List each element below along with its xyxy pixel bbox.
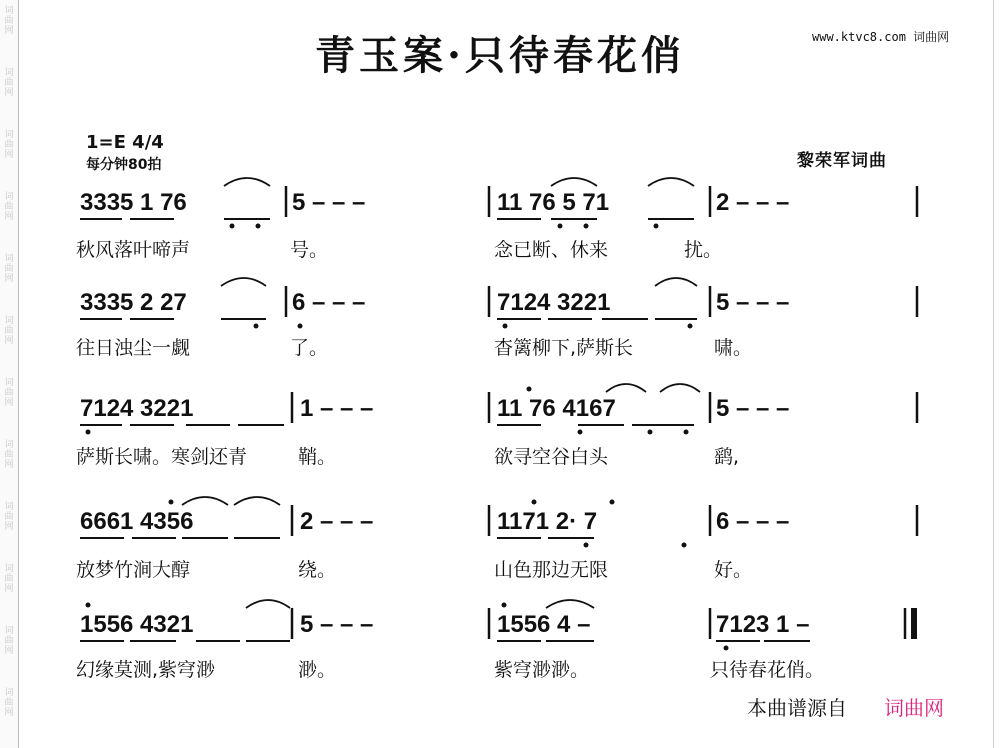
octave-dot (648, 430, 653, 435)
octave-dot (502, 603, 507, 608)
site-label: www.ktvc8.com 词曲网 (812, 30, 950, 44)
lyric-segment: 号。 (290, 239, 329, 261)
octave-dot (532, 500, 537, 505)
watermark-text: 词 曲 网 (4, 68, 14, 98)
watermark-text: 词 曲 网 (4, 502, 14, 532)
watermark-text: 词 曲 网 (4, 316, 14, 346)
notes-segment: 1556 4321 (80, 611, 194, 638)
slur (546, 600, 594, 608)
author-credit: 黎荣军词曲 (797, 151, 887, 171)
lyric-segment: 扰。 (684, 239, 723, 261)
watermark-text: 词 曲 网 (4, 192, 14, 222)
slur (246, 600, 290, 608)
notes-segment: 2 – – – (716, 189, 790, 216)
page-title: 青玉案·只待春花俏 (315, 32, 685, 79)
lyric-segment: 绕。 (298, 559, 337, 581)
slur (234, 497, 280, 505)
slur (221, 278, 266, 286)
notes-segment: 5 – – – (716, 395, 790, 422)
notes-segment: 7124 3221 (80, 395, 194, 422)
octave-dot (527, 387, 532, 392)
lyric-segment: 秋风落叶啼声 (76, 239, 191, 261)
watermark-text: 词 曲 网 (4, 254, 14, 284)
octave-dot (654, 224, 659, 229)
octave-dot (684, 430, 689, 435)
octave-dot (724, 646, 729, 651)
lyric-segment: 鞘。 (298, 446, 337, 468)
notes-segment: 1556 4 – (497, 611, 591, 638)
watermark-text: 词 曲 网 (4, 6, 14, 36)
octave-dot (558, 224, 563, 229)
lyric-segment: 欲寻空谷白头 (494, 446, 609, 468)
watermark-text: 词 曲 网 (4, 440, 14, 470)
octave-dot (86, 430, 91, 435)
octave-dot (230, 224, 235, 229)
lyric-segment: 啸。 (714, 337, 753, 359)
octave-dot (584, 543, 589, 548)
octave-dot (688, 324, 693, 329)
notes-segment: 7123 1 – (716, 611, 810, 638)
lyric-segment: 幻缘莫测,紫穹渺 (76, 659, 216, 681)
watermark-text: 词 曲 网 (4, 378, 14, 408)
lyric-segment: 渺。 (298, 659, 337, 681)
notes-segment: 11 76 4167 (497, 395, 616, 422)
slur (224, 178, 270, 186)
lyric-segment: 紫穹渺渺。 (494, 659, 590, 681)
key-signature: 1=E 4/4 (86, 132, 164, 153)
lyric-segment: 山色那边无限 (494, 559, 609, 581)
tempo-marking: 每分钟80拍 (86, 157, 162, 173)
octave-dot (169, 500, 174, 505)
notes-segment: 6661 4356 (80, 508, 194, 535)
notes-segment: 5 – – – (716, 289, 790, 316)
octave-dot (682, 543, 687, 548)
slur (182, 497, 228, 505)
watermark-text: 词 曲 网 (4, 130, 14, 160)
watermark-text: 词 曲 网 (4, 688, 14, 718)
notes-segment: 5 – – – (300, 611, 374, 638)
octave-dot (254, 324, 259, 329)
notes-segment: 3335 2 27 (80, 289, 187, 316)
lyric-segment: 好。 (714, 559, 753, 581)
slur (660, 384, 700, 392)
watermark-text: 词 曲 网 (4, 626, 14, 656)
octave-dot (298, 324, 303, 329)
lyric-segment: 只待春花俏。 (710, 659, 825, 681)
watermark-text: 词 曲 网 (4, 564, 14, 594)
lyric-segment: 杳篱柳下,萨斯长 (494, 337, 634, 359)
source-note: 本曲谱源自 (747, 696, 847, 720)
slur (655, 278, 697, 286)
source-brand-link[interactable]: 词曲网 (884, 696, 944, 720)
lyric-segment: 萨斯长啸。寒剑还青 (76, 446, 248, 468)
octave-dot (578, 430, 583, 435)
octave-dot (86, 603, 91, 608)
slur (551, 178, 597, 186)
lyric-segment: 放梦竹涧大醇 (76, 559, 191, 581)
notes-segment: 6 – – – (716, 508, 790, 535)
slur (648, 178, 694, 186)
octave-dot (256, 224, 261, 229)
notes-segment: 1171 2· 7 (497, 508, 598, 535)
notes-segment: 11 76 5 71 (497, 189, 610, 216)
lyric-segment: 了。 (290, 337, 329, 359)
lyric-segment: 往日浊尘一觑 (76, 337, 191, 359)
notes-segment: 5 – – – (292, 189, 366, 216)
notes-segment: 3335 1 76 (80, 189, 187, 216)
lyric-segment: 鹞, (714, 446, 740, 468)
octave-dot (503, 324, 508, 329)
notes-segment: 7124 3221 (497, 289, 611, 316)
octave-dot (584, 224, 589, 229)
lyric-segment: 念已断、休来 (494, 239, 609, 261)
octave-dot (610, 500, 615, 505)
notes-segment: 6 – – – (292, 289, 366, 316)
notes-segment: 2 – – – (300, 508, 374, 535)
notes-segment: 1 – – – (300, 395, 374, 422)
slur (606, 384, 646, 392)
